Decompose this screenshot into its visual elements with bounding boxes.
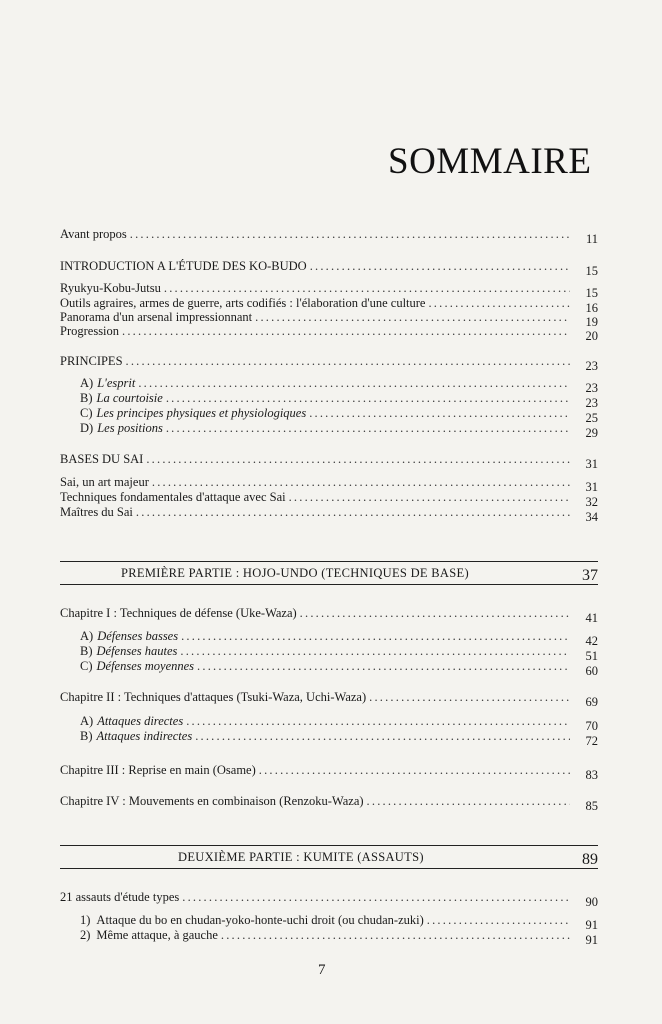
leader-dots xyxy=(367,793,570,809)
page-number: 7 xyxy=(318,962,326,978)
leader-dots xyxy=(136,504,570,520)
toc-entry-label: 21 assauts d'étude types xyxy=(60,890,180,904)
toc-entry-page: 23 xyxy=(585,381,598,395)
toc-entry-page: 91 xyxy=(585,918,598,932)
toc-entry-page: 29 xyxy=(585,426,598,440)
leader-dots xyxy=(122,323,570,339)
toc-entry-principes[interactable] xyxy=(60,353,598,373)
leader-dots xyxy=(197,658,570,674)
leader-dots xyxy=(146,451,570,467)
toc-entry-label: PRINCIPES xyxy=(60,354,123,368)
leader-dots xyxy=(164,280,570,296)
leader-dots xyxy=(126,353,570,369)
toc-entry-page: 51 xyxy=(585,649,598,663)
toc-entry-page: 15 xyxy=(585,264,598,278)
leader-dots xyxy=(180,643,570,659)
toc-entry-techniques-fondamentales[interactable] xyxy=(60,489,598,509)
toc-entry-page: 15 xyxy=(585,286,598,300)
toc-entry-defenses-basses[interactable] xyxy=(80,628,598,648)
part-heading-page: 37 xyxy=(582,567,598,584)
toc-entry-chapitre-2[interactable] xyxy=(60,689,598,709)
toc-entry-label: Même attaque, à gauche xyxy=(96,928,218,942)
leader-dots xyxy=(166,390,570,406)
toc-entry-defenses-hautes[interactable] xyxy=(80,643,598,663)
toc-entry-prefix: B) xyxy=(80,391,93,405)
leader-dots xyxy=(309,405,570,421)
toc-entry-assaut-1[interactable] xyxy=(80,912,598,932)
toc-entry-sai-art-majeur[interactable] xyxy=(60,474,598,494)
toc-entry-page: 83 xyxy=(585,768,598,782)
toc-entry-chapitre-1[interactable] xyxy=(60,605,598,625)
toc-entry-label: Chapitre III : Reprise en main (Osame) xyxy=(60,763,256,777)
toc-entry-prefix: D) xyxy=(80,421,94,435)
toc-entry-ryukyu[interactable] xyxy=(60,280,598,300)
toc-entry-defenses-moyennes[interactable] xyxy=(80,658,598,678)
toc-entry-page: 90 xyxy=(585,895,598,909)
part-heading-premiere[interactable] xyxy=(60,561,598,585)
toc-entry-label: Techniques fondamentales d'attaque avec Sai xyxy=(60,490,286,504)
leader-dots xyxy=(152,474,570,490)
toc-entry-chapitre-3[interactable] xyxy=(60,762,598,782)
toc-entry-label: Les positions xyxy=(97,421,163,435)
leader-dots xyxy=(300,605,570,621)
leader-dots xyxy=(138,375,570,391)
toc-entry-label: Progression xyxy=(60,324,120,338)
toc-entry-page: 19 xyxy=(585,315,598,329)
toc-entry-label: Attaques indirectes xyxy=(96,729,193,743)
leader-dots xyxy=(166,420,570,436)
toc-entry-page: 85 xyxy=(585,799,598,813)
toc-entry-label: La courtoisie xyxy=(96,391,163,405)
toc-entry-prefix: C) xyxy=(80,406,93,420)
toc-entry-courtoisie[interactable] xyxy=(80,390,598,410)
toc-entry-prefix: B) xyxy=(80,729,93,743)
part-heading-deuxieme[interactable] xyxy=(60,845,598,869)
leader-dots xyxy=(195,728,570,744)
leader-dots xyxy=(221,927,570,943)
toc-entry-label: Sai, un art majeur xyxy=(60,475,149,489)
toc-entry-label: Chapitre II : Techniques d'attaques (Tsuki-Waza, Uchi-Waza) xyxy=(60,690,367,704)
toc-entry-page: 31 xyxy=(585,480,598,494)
toc-entry-label: Défenses moyennes xyxy=(96,659,195,673)
toc-entry-esprit[interactable] xyxy=(80,375,598,395)
toc-entry-page: 16 xyxy=(585,301,598,315)
toc-entry-assauts-types[interactable] xyxy=(60,889,598,909)
toc-entry-page: 23 xyxy=(585,396,598,410)
toc-entry-label: Défenses basses xyxy=(97,629,179,643)
toc-entry-introduction[interactable] xyxy=(60,258,598,278)
toc-entry-label: Outils agraires, armes de guerre, arts codifiés : l'élaboration d'une culture xyxy=(60,296,426,310)
toc-entry-page: 41 xyxy=(585,611,598,625)
toc-entry-label: Avant propos xyxy=(60,227,127,241)
leader-dots xyxy=(181,628,570,644)
toc-entry-label: Les principes physiques et physiologiques xyxy=(96,406,307,420)
toc-entry-prefix: A) xyxy=(80,629,94,643)
toc-entry-page: 25 xyxy=(585,411,598,425)
toc-entry-label: Attaque du bo en chudan-yoko-honte-uchi droit (ou chudan-zuki) xyxy=(96,913,424,927)
toc-entry-page: 91 xyxy=(585,933,598,947)
leader-dots xyxy=(186,713,570,729)
toc-entry-page: 11 xyxy=(585,232,598,246)
toc-entry-page: 42 xyxy=(585,634,598,648)
toc-entry-prefix: C) xyxy=(80,659,93,673)
toc-entry-page: 69 xyxy=(585,695,598,709)
toc-entry-label: Attaques directes xyxy=(97,714,184,728)
leader-dots xyxy=(130,226,570,242)
toc-entry-label: Défenses hautes xyxy=(96,644,178,658)
toc-entry-page: 32 xyxy=(585,495,598,509)
toc-entry-page: 31 xyxy=(585,457,598,471)
toc-entry-label: L'esprit xyxy=(97,376,136,390)
leader-dots xyxy=(289,489,570,505)
toc-entry-prefix: A) xyxy=(80,714,94,728)
toc-entry-attaques-indirectes[interactable] xyxy=(80,728,598,748)
toc-entry-page: 23 xyxy=(585,359,598,373)
toc-entry-progression[interactable] xyxy=(60,323,598,343)
toc-entry-page: 72 xyxy=(585,734,598,748)
toc-entry-principes-physiques[interactable] xyxy=(80,405,598,425)
toc-entry-page: 20 xyxy=(585,329,598,343)
toc-entry-attaques-directes[interactable] xyxy=(80,713,598,733)
toc-entry-assaut-2[interactable] xyxy=(80,927,598,947)
leader-dots xyxy=(310,258,570,274)
part-heading-page: 89 xyxy=(582,851,598,868)
toc-entry-maitres-du-sai[interactable] xyxy=(60,504,598,524)
leader-dots xyxy=(369,689,570,705)
part-heading-label: DEUXIÈME PARTIE : KUMITE (ASSAUTS) xyxy=(178,850,424,864)
toc-entry-chapitre-4[interactable] xyxy=(60,793,598,813)
toc-entry-page: 70 xyxy=(585,719,598,733)
toc-entry-page: 34 xyxy=(585,510,598,524)
toc-entry-label: INTRODUCTION A L'ÉTUDE DES KO-BUDO xyxy=(60,259,307,273)
leader-dots xyxy=(182,889,570,905)
toc-entry-prefix: 1) xyxy=(80,913,91,927)
toc-entry-label: Panorama d'un arsenal impressionnant xyxy=(60,310,253,324)
toc-entry-label: BASES DU SAI xyxy=(60,452,144,466)
toc-entry-label: Chapitre I : Techniques de défense (Uke-Waza) xyxy=(60,606,297,620)
part-heading-label: PREMIÈRE PARTIE : HOJO-UNDO (TECHNIQUES DE BASE) xyxy=(121,566,469,580)
leader-dots xyxy=(427,912,570,928)
toc-entry-label: Chapitre IV : Mouvements en combinaison (Renzoku-Waza) xyxy=(60,794,364,808)
toc-entry-label: Ryukyu-Kobu-Jutsu xyxy=(60,281,161,295)
toc-entry-prefix: B) xyxy=(80,644,93,658)
toc-entry-prefix: 2) xyxy=(80,928,91,942)
toc-entry-prefix: A) xyxy=(80,376,94,390)
toc-entry-bases-du-sai[interactable] xyxy=(60,451,598,471)
toc-entry-label: Maîtres du Sai xyxy=(60,505,133,519)
toc-entry-avant-propos[interactable] xyxy=(60,226,598,246)
leader-dots xyxy=(259,762,570,778)
toc-entry-positions[interactable] xyxy=(80,420,598,440)
page-title: SOMMAIRE xyxy=(388,141,592,182)
toc-entry-page: 60 xyxy=(585,664,598,678)
